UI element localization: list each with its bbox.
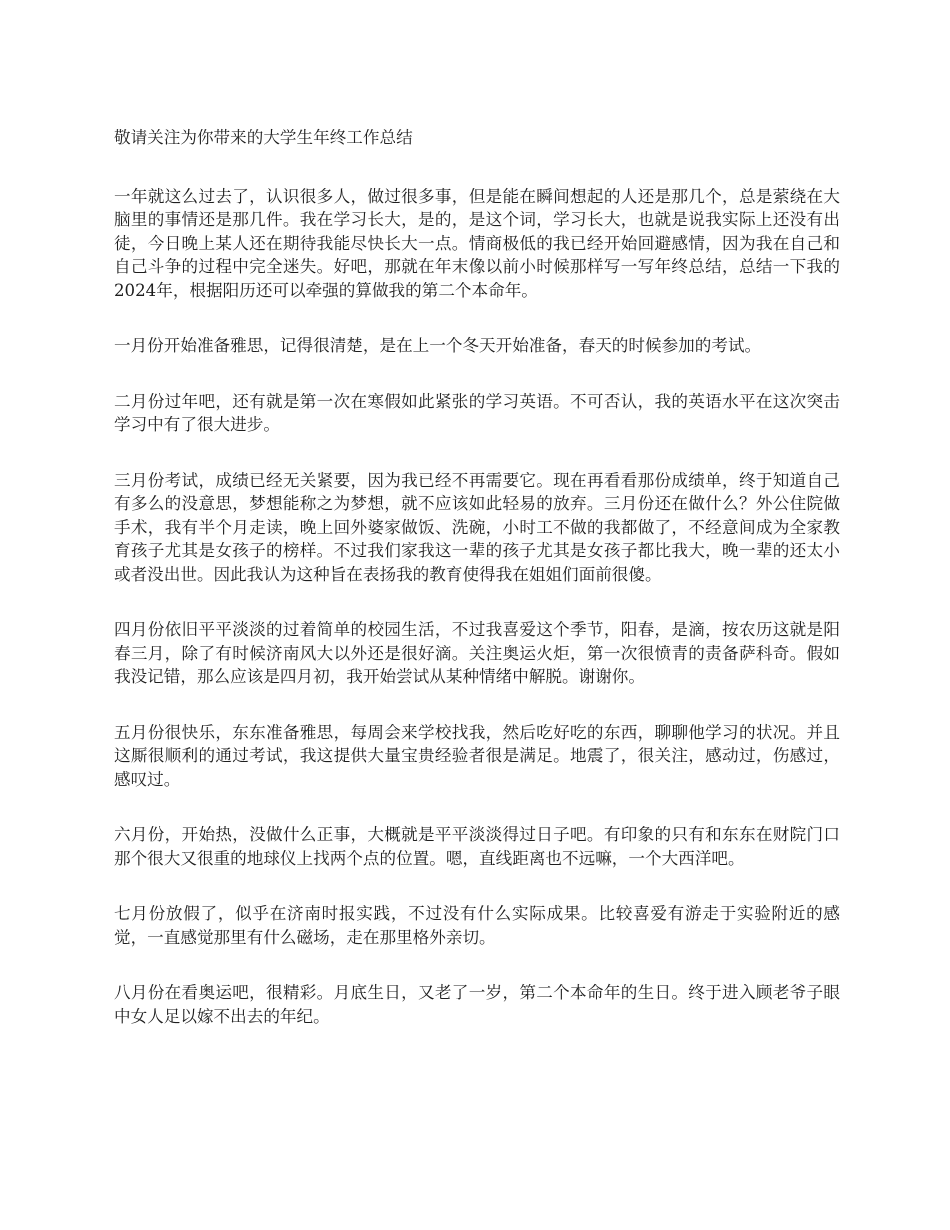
paragraph-july: 七月份放假了，似乎在济南时报实践，不过没有什么实际成果。比较喜爱有游走于实验附近的感觉，一直感觉那里有什么磁场，走在那里格外亲切。 (114, 904, 840, 947)
paragraph-february: 二月份过年吧，还有就是第一次在寒假如此紧张的学习英语。不可否认，我的英语水平在这次突击学习中有了很大进步。 (114, 391, 840, 434)
paragraph-january: 一月份开始准备雅思，记得很清楚，是在上一个冬天开始准备，春天的时候参加的考试。 (114, 336, 762, 355)
document-title: 敬请关注为你带来的大学生年终工作总结 (114, 128, 413, 147)
document-body (114, 126, 840, 1060)
paragraph-march: 三月份考试，成绩已经无关紧要，因为我已经不再需要它。现在再看看那份成绩单，终于知道自己有多么的没意思，梦想能称之为梦想，就不应该如此轻易的放弃。三月份还在做什么？外公住院做手术，我有半个月走读，晚上回外婆家做饭、洗碗，小时工不做的我都做了，不经意间成为全家教育孩子尤其是女孩子的榜样。不过我们家我这一辈的孩子尤其是女孩子都比我大，晚一辈的还太小或者没出世。因此我认为这种旨在表扬我的教育使得我在姐姐们面前很傻。 (114, 470, 840, 584)
paragraph-may: 五月份很快乐，东东准备雅思，每周会来学校找我，然后吃好吃的东西，聊聊他学习的状况。并且这厮很顺利的通过考试，我这提供大量宝贵经验者很是满足。地震了，很关注，感动过，伤感过，感叹过。 (114, 722, 840, 789)
paragraph-august: 八月份在看奥运吧，很精彩。月底生日，又老了一岁，第二个本命年的生日。终于进入顾老爷子眼中女人足以嫁不出去的年纪。 (114, 983, 840, 1026)
paragraph-intro: 一年就这么过去了，认识很多人，做过很多事，但是能在瞬间想起的人还是那几个，总是萦绕在大脑里的事情还是那几件。我在学习长大，是的，是这个词，学习长大，也就是说我实际上还没有出徒，今日晚上某人还在期待我能尽快长大一点。情商极低的我已经开始回避感情，因为我在自己和自己斗争的过程中完全迷失。好吧，那就在年末像以前小时候那样写一写年终总结，总结一下我的2024年，根据阳历还可以牵强的算做我的第二个本命年。 (114, 186, 840, 300)
paragraph-april: 四月份依旧平平淡淡的过着简单的校园生活，不过我喜爱这个季节，阳春，是滴，按农历这就是阳春三月，除了有时候济南风大以外还是很好滴。关注奥运火炬，第一次很愤青的责备萨科奇。假如我没记错，那么应该是四月初，我开始尝试从某种情绪中解脱。谢谢你。 (114, 620, 840, 686)
paragraph-june: 六月份，开始热，没做什么正事，大概就是平平淡淡得过日子吧。有印象的只有和东东在财院门口那个很大又很重的地球仪上找两个点的位置。嗯，直线距离也不远嘛，一个大西洋吧。 (114, 825, 840, 868)
